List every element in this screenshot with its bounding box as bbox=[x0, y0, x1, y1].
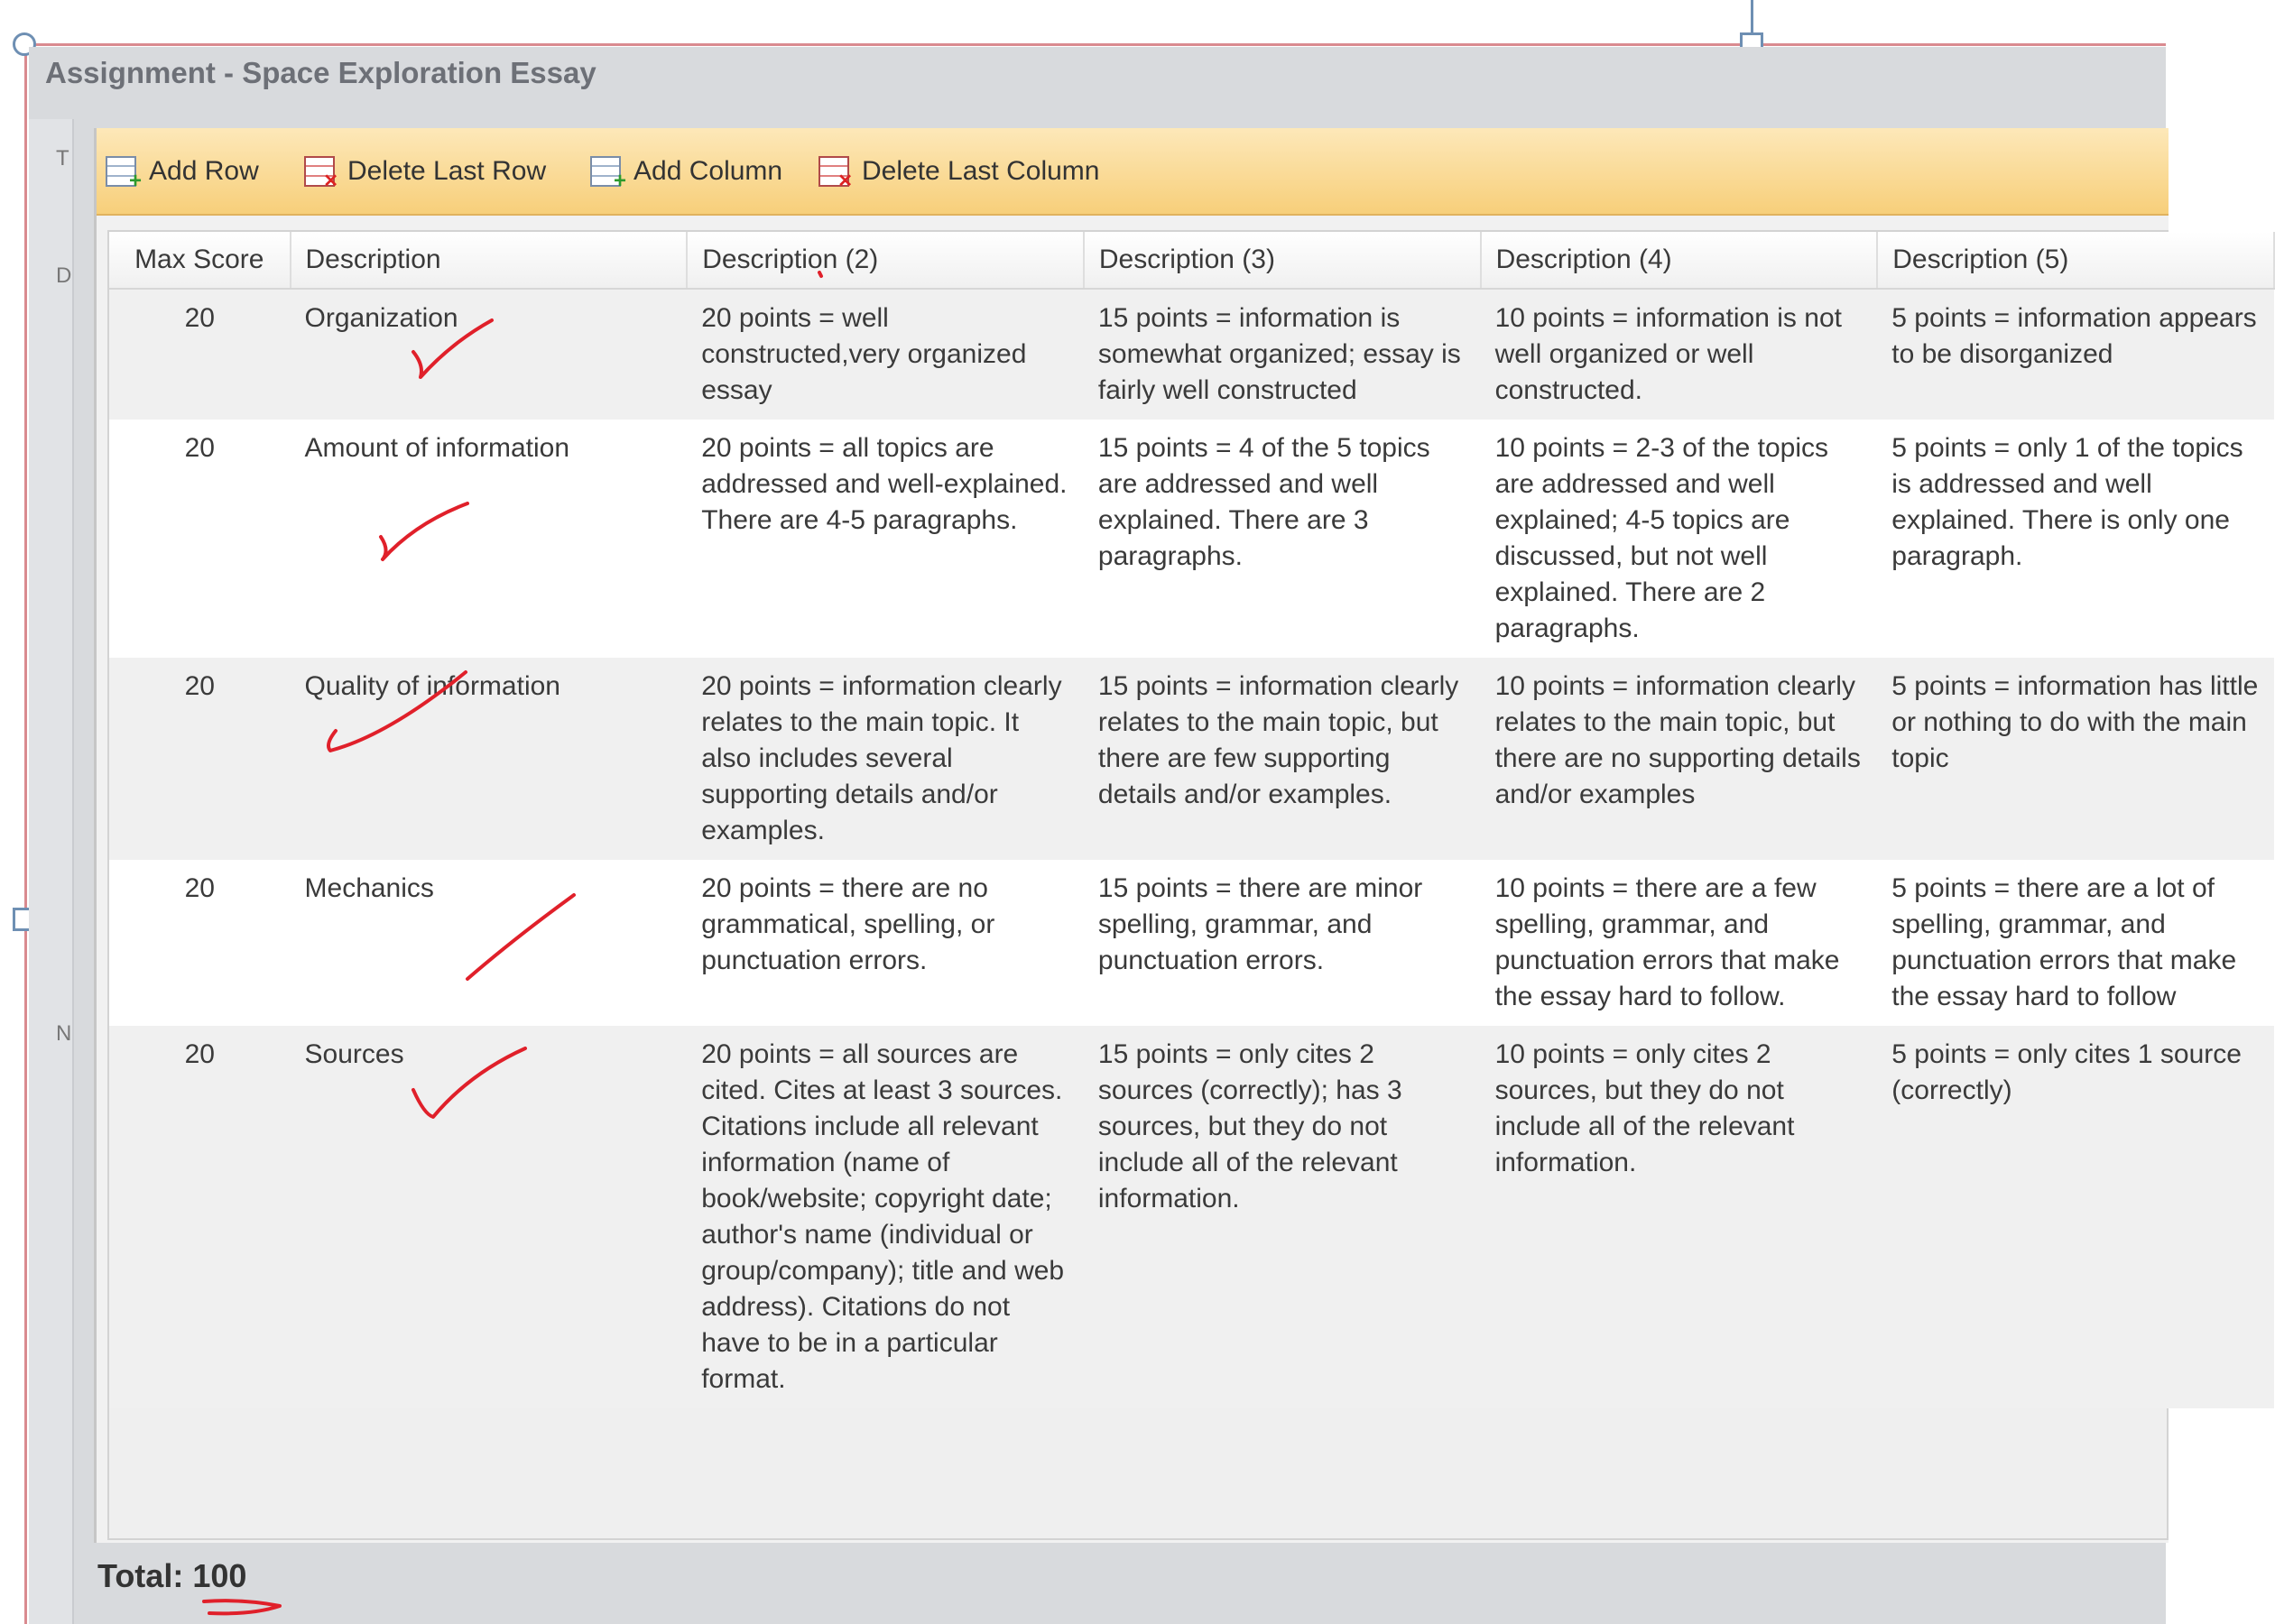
selection-connector bbox=[1751, 0, 1753, 32]
score-cell[interactable]: 20 bbox=[109, 289, 291, 420]
level-cell[interactable]: 20 points = all topics are addressed and well-explained. There are 4-5 paragraphs. bbox=[687, 420, 1084, 658]
level-cell[interactable]: 20 points = well constructed,very organized essay bbox=[687, 289, 1084, 420]
criterion-cell[interactable]: Organization bbox=[291, 289, 688, 420]
total-label: Total: bbox=[97, 1557, 184, 1594]
table-row[interactable] bbox=[109, 658, 2274, 860]
level-cell[interactable]: 5 points = information has little or nothing to do with the main topic bbox=[1877, 658, 2274, 860]
level-cell[interactable]: 15 points = there are minor spelling, grammar, and punctuation errors. bbox=[1084, 860, 1481, 1026]
column-header-description[interactable]: Description bbox=[291, 232, 688, 289]
level-cell[interactable]: 10 points = information is not well organized or well constructed. bbox=[1481, 289, 1878, 420]
level-cell[interactable]: 15 points = only cites 2 sources (correctly); has 3 sources, but they do not include all of the relevant information. bbox=[1084, 1026, 1481, 1408]
rubric-panel bbox=[94, 128, 2259, 1543]
delete-last-column-button[interactable] bbox=[818, 152, 1099, 191]
table-row[interactable] bbox=[109, 1026, 2274, 1408]
column-header-description-2[interactable]: Description (2) bbox=[687, 232, 1084, 289]
score-cell[interactable]: 20 bbox=[109, 1026, 291, 1408]
level-cell[interactable]: 15 points = 4 of the 5 topics are addressed and well explained. There are 3 paragraphs. bbox=[1084, 420, 1481, 658]
score-cell[interactable]: 20 bbox=[109, 420, 291, 658]
sidebar-glyph: D bbox=[56, 263, 72, 288]
table-row[interactable] bbox=[109, 289, 2274, 420]
rubric-table bbox=[109, 232, 2275, 1408]
delete-last-row-label: Delete Last Row bbox=[347, 156, 547, 186]
level-cell[interactable]: 5 points = only 1 of the topics is addressed and well explained. There is only one paragraph. bbox=[1877, 420, 2274, 658]
criterion-cell[interactable]: Mechanics bbox=[291, 860, 688, 1026]
score-cell[interactable]: 20 bbox=[109, 860, 291, 1026]
level-cell[interactable]: 20 points = information clearly relates to the main topic. It also includes several supporting details and/or examples. bbox=[687, 658, 1084, 860]
criterion-cell[interactable]: Amount of information bbox=[291, 420, 688, 658]
level-cell[interactable]: 15 points = information is somewhat organized; essay is fairly well constructed bbox=[1084, 289, 1481, 420]
selection-border-left bbox=[24, 43, 27, 1624]
sidebar-glyph: T bbox=[56, 146, 69, 171]
sidebar-glyph: N bbox=[56, 1021, 72, 1046]
add-row-button[interactable] bbox=[106, 152, 259, 191]
add-row-icon bbox=[106, 156, 136, 187]
rubric-toolbar bbox=[97, 128, 2169, 216]
table-row[interactable] bbox=[109, 420, 2274, 658]
delete-column-icon bbox=[818, 156, 849, 187]
level-cell[interactable]: 20 points = there are no grammatical, spelling, or punctuation errors. bbox=[687, 860, 1084, 1026]
table-row[interactable] bbox=[109, 860, 2274, 1026]
level-cell[interactable]: 10 points = information clearly relates to the main topic, but there are no supporting details and/or examples bbox=[1481, 658, 1878, 860]
level-cell[interactable]: 10 points = 2-3 of the topics are addressed and well explained; 4-5 topics are discussed, but not well explained. There are 2 paragraphs. bbox=[1481, 420, 1878, 658]
column-header-description-4[interactable]: Description (4) bbox=[1481, 232, 1878, 289]
delete-last-column-label: Delete Last Column bbox=[862, 156, 1100, 186]
column-header-max-score[interactable]: Max Score bbox=[109, 232, 291, 289]
add-row-label: Add Row bbox=[149, 156, 259, 186]
level-cell[interactable]: 20 points = all sources are cited. Cites at least 3 sources. Citations include all relevant information (name of book/website; copyright date; author's name (individual or group/company); title and web address). Citations do not have to be in a particular format. bbox=[687, 1026, 1084, 1408]
selection-border-top bbox=[24, 43, 2166, 46]
add-column-label: Add Column bbox=[633, 156, 783, 186]
level-cell[interactable]: 10 points = only cites 2 sources, but they do not include all of the relevant information. bbox=[1481, 1026, 1878, 1408]
level-cell[interactable]: 5 points = there are a lot of spelling, grammar, and punctuation errors that make the essay hard to follow bbox=[1877, 860, 2274, 1026]
level-cell[interactable]: 10 points = there are a few spelling, grammar, and punctuation errors that make the essay hard to follow. bbox=[1481, 860, 1878, 1026]
column-header-description-3[interactable]: Description (3) bbox=[1084, 232, 1481, 289]
delete-last-row-button[interactable] bbox=[304, 152, 546, 191]
total-value: 100 bbox=[192, 1557, 247, 1594]
level-cell[interactable]: 5 points = information appears to be disorganized bbox=[1877, 289, 2274, 420]
column-header-description-5[interactable]: Description (5) bbox=[1877, 232, 2274, 289]
add-column-icon bbox=[590, 156, 621, 187]
total-score bbox=[97, 1557, 246, 1595]
delete-row-icon bbox=[304, 156, 335, 187]
level-cell[interactable]: 15 points = information clearly relates to the main topic, but there are few supporting details and/or examples. bbox=[1084, 658, 1481, 860]
left-sidebar-strip bbox=[29, 119, 74, 1624]
add-column-button[interactable] bbox=[590, 152, 782, 191]
rubric-grid bbox=[107, 230, 2259, 1540]
score-cell[interactable]: 20 bbox=[109, 658, 291, 860]
level-cell[interactable]: 5 points = only cites 1 source (correctly) bbox=[1877, 1026, 2274, 1408]
criterion-cell[interactable]: Sources bbox=[291, 1026, 688, 1408]
assignment-window bbox=[29, 47, 2259, 1624]
criterion-cell[interactable]: Quality of information bbox=[291, 658, 688, 860]
header-row bbox=[109, 232, 2274, 289]
window-title: Assignment - Space Exploration Essay bbox=[45, 56, 596, 89]
